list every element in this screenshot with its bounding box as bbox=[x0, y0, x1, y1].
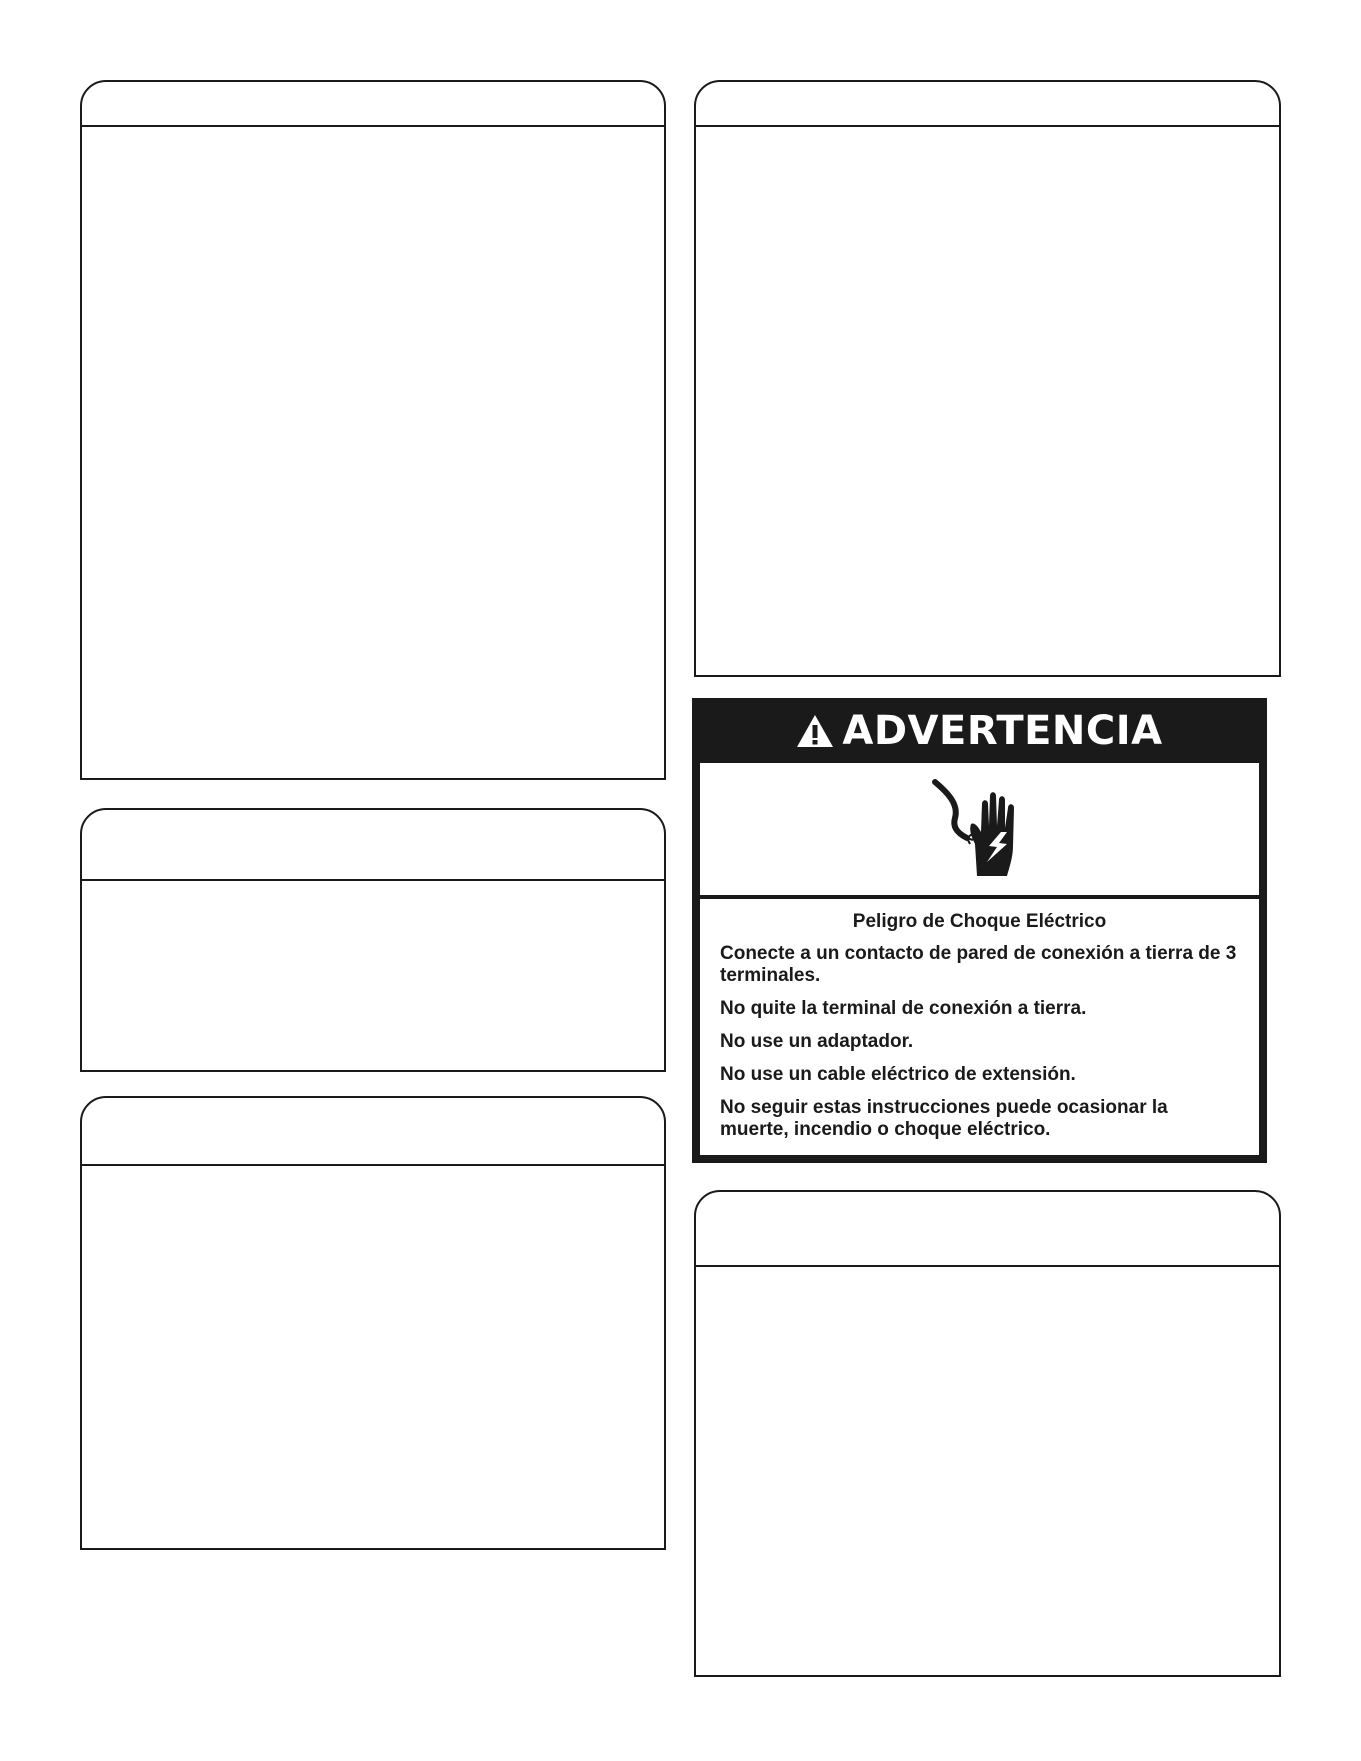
panel-left-1-header bbox=[82, 82, 664, 127]
hazard-title: Peligro de Choque Eléctrico bbox=[852, 911, 1107, 932]
panel-left-3-header bbox=[82, 1098, 664, 1166]
panel-right-2-header bbox=[696, 1192, 1279, 1267]
warning-instruction: No use un adaptador. bbox=[720, 1031, 914, 1052]
panel-left-2 bbox=[80, 808, 666, 1072]
warning-instruction: No use un cable eléctrico de extensión. bbox=[720, 1064, 1076, 1085]
panel-right-1 bbox=[694, 80, 1281, 677]
warning-instruction: No quite la terminal de conexión a tierra. bbox=[720, 998, 1087, 1019]
warning-icon-area bbox=[700, 763, 1259, 895]
warning-header bbox=[696, 702, 1263, 759]
panel-left-2-header bbox=[82, 810, 664, 881]
warning-signal-word: ADVERTENCIA bbox=[842, 707, 1163, 754]
electric-shock-hand-icon bbox=[925, 774, 1035, 884]
panel-left-1 bbox=[80, 80, 666, 780]
warning-instruction: Conecte a un contacto de pared de conexión a tierra de 3 terminales. bbox=[720, 943, 1237, 986]
panel-left-3 bbox=[80, 1096, 666, 1550]
warning-instruction: No seguir estas instrucciones puede ocasionar la muerte, incendio o choque eléctrico. bbox=[720, 1097, 1168, 1140]
panel-right-1-header bbox=[696, 82, 1279, 127]
panel-right-2 bbox=[694, 1190, 1281, 1677]
warning-label bbox=[692, 698, 1267, 1163]
warning-body bbox=[700, 899, 1259, 1155]
warning-triangle-icon bbox=[796, 714, 834, 748]
